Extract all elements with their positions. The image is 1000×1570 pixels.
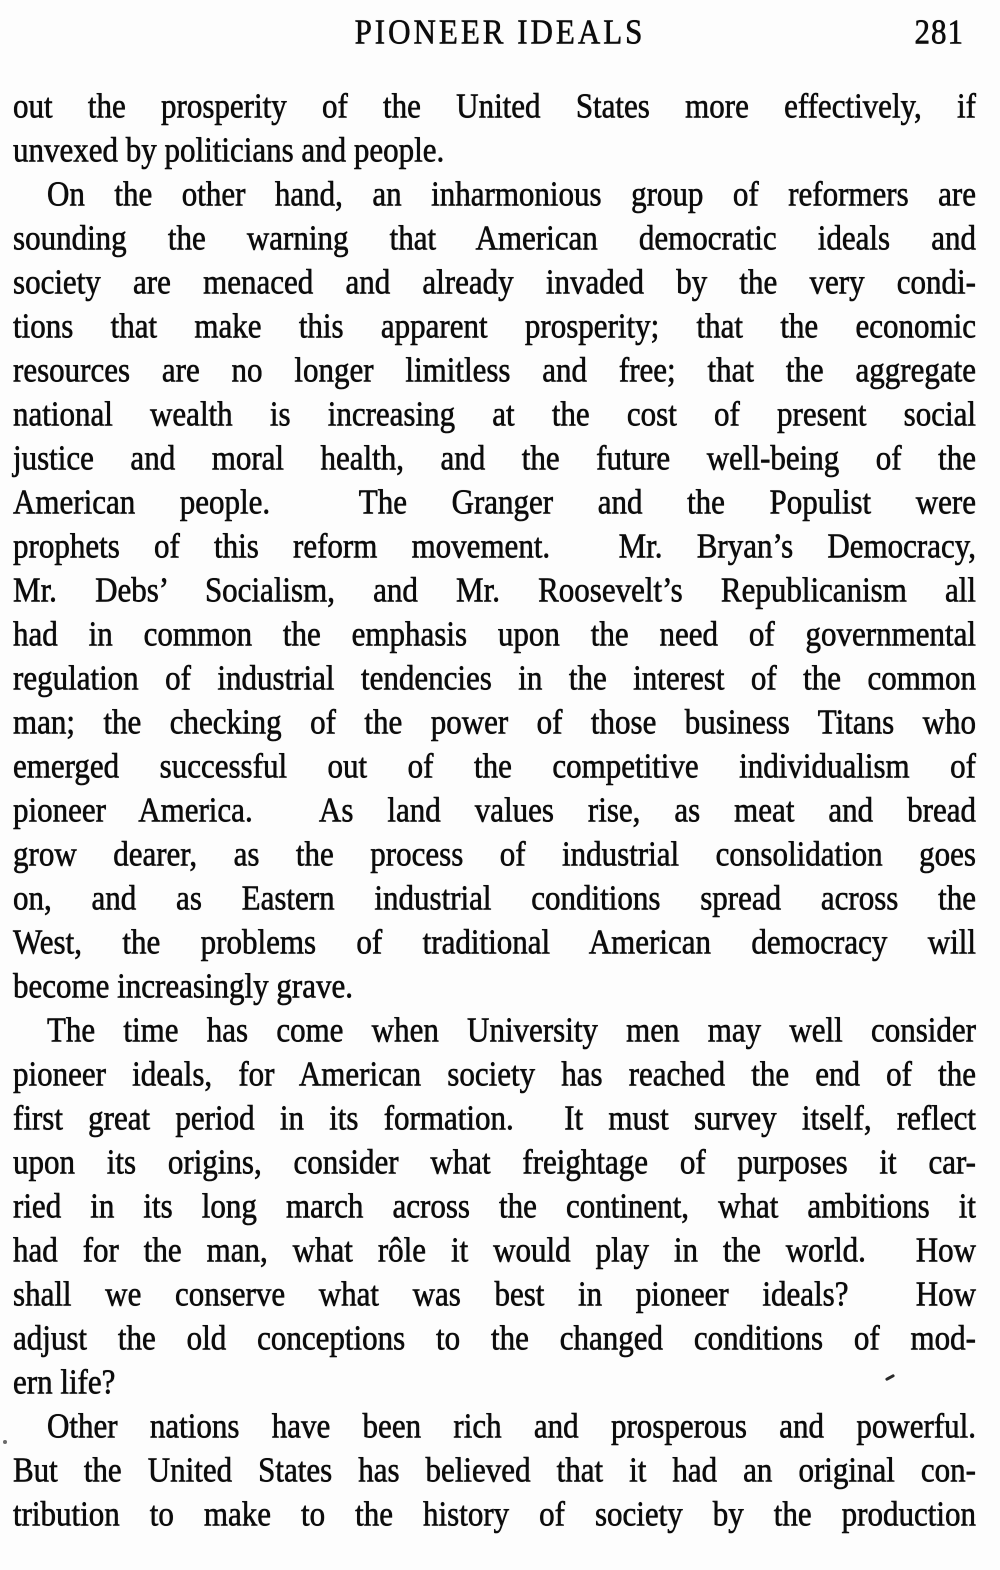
text-line: The time has come when University men may well consider [47, 1009, 976, 1050]
page-number: 281 [914, 12, 964, 52]
text-line: man; the checking of the power of those business Titans who [13, 701, 976, 742]
text-line: ried in its long march across the continent, what ambitions it [13, 1185, 976, 1226]
text-line: tions that make this apparent prosperity; that the economic [13, 305, 976, 346]
text-line: shall we conserve what was best in pioneer ideals? How [13, 1273, 976, 1314]
text-line: first great period in its formation. It must survey itself, reflect [13, 1097, 976, 1138]
text-line: emerged successful out of the competitive individualism of [13, 745, 976, 786]
running-title: PIONEER IDEALS [354, 12, 646, 52]
text-line: justice and moral health, and the future well-being of the [13, 437, 976, 478]
text-line: Other nations have been rich and prosperous and powerful. [47, 1405, 976, 1446]
text-line: on, and as Eastern industrial conditions spread across the [13, 877, 976, 918]
text-line: sounding the warning that American democratic ideals and [13, 217, 976, 258]
text-line: Mr. Debs’ Socialism, and Mr. Roosevelt’s Republicanism all [13, 569, 976, 610]
page-header [0, 12, 1000, 54]
text-line: adjust the old conceptions to the changed conditions of mod- [13, 1317, 976, 1358]
text-line: resources are no longer limitless and free; that the aggregate [13, 349, 976, 390]
text-line: had in common the emphasis upon the need of governmental [13, 613, 976, 654]
text-line: pioneer ideals, for American society has reached the end of the [13, 1053, 976, 1094]
text-line: On the other hand, an inharmonious group of reformers are [47, 173, 976, 214]
text-line: But the United States has believed that it had an original con- [13, 1449, 976, 1490]
text-line: had for the man, what rôle it would play in the world. How [13, 1229, 976, 1270]
text-line: become increasingly grave. [13, 965, 353, 1006]
page-body [13, 84, 976, 1536]
text-line: American people. The Granger and the Populist were [13, 481, 976, 522]
text-line: national wealth is increasing at the cost of present social [13, 393, 976, 434]
text-line: unvexed by politicians and people. [13, 129, 445, 170]
text-line: out the prosperity of the United States more effectively, if [13, 85, 976, 126]
text-line: West, the problems of traditional American democracy will [13, 921, 976, 962]
text-line: prophets of this reform movement. Mr. Bryan’s Democracy, [13, 525, 976, 566]
text-line: ern life? [13, 1361, 116, 1402]
text-line: upon its origins, consider what freightage of purposes it car- [13, 1141, 976, 1182]
scan-artifact-dot [3, 1440, 7, 1444]
text-line: pioneer America. As land values rise, as meat and bread [13, 789, 976, 830]
text-line: society are menaced and already invaded by the very condi- [13, 261, 976, 302]
text-line: tribution to make to the history of society by the production [13, 1493, 976, 1534]
text-line: regulation of industrial tendencies in the interest of the common [13, 657, 976, 698]
text-line: grow dearer, as the process of industrial consolidation goes [13, 833, 976, 874]
